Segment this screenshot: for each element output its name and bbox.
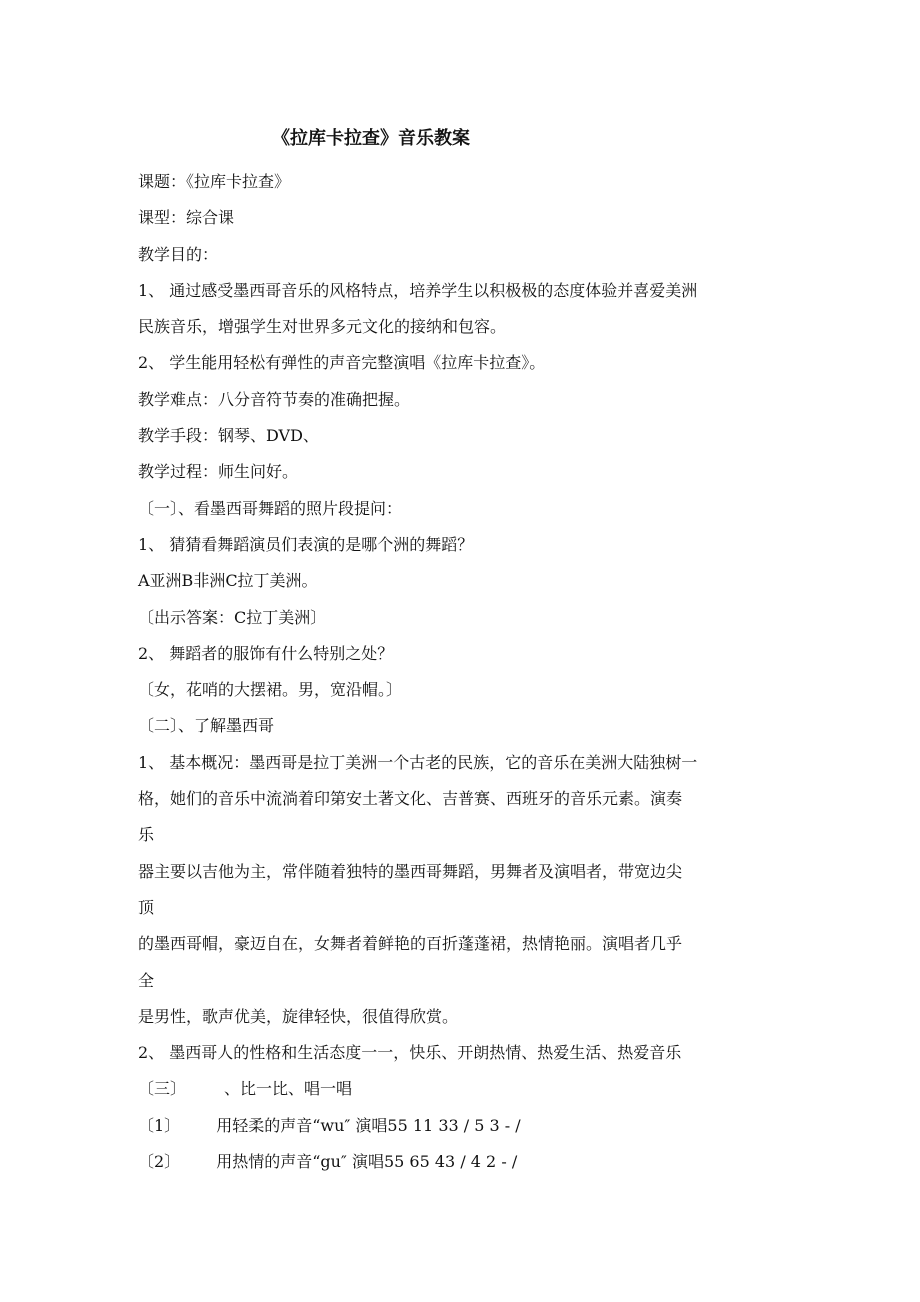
text-line: 〔出示答案：C拉丁美洲〕 — [138, 607, 327, 627]
text-line: 是男性，歌声优美，旋律轻快，很值得欣赏。 — [138, 1006, 459, 1026]
practice-item-2 — [138, 1144, 798, 1180]
text-line: 乐 — [138, 825, 155, 845]
item-label: 〔1〕 — [138, 1115, 181, 1135]
text-line: 教学过程：师生问好。 — [138, 462, 299, 482]
text-line: 器主要以吉他为主，常伴随着独特的墨西哥舞蹈，男舞者及演唱者，带宽边尖 — [138, 861, 683, 881]
item-text: 用轻柔的声音“wu″ 演唱55 11 33 / 5 3 - / — [216, 1115, 521, 1135]
text-line: 1、 基本概况：墨西哥是拉丁美洲一个古老的民族，它的音乐在美洲大陆独树一 — [138, 752, 698, 772]
text-line: 教学目的： — [138, 244, 219, 264]
section-text: 、比一比、唱一唱 — [224, 1079, 353, 1099]
text-line: 2、 学生能用轻松有弹性的声音完整演唱《拉库卡拉查》。 — [138, 353, 546, 373]
section-heading-3 — [138, 1071, 798, 1107]
section-label: 〔三〕 — [138, 1079, 187, 1099]
text-line: 2、 舞蹈者的服饰有什么特别之处？ — [138, 643, 394, 663]
document-body — [138, 164, 798, 1180]
text-line: 2、 墨西哥人的性格和生活态度一一，快乐、开朗热情、热爱生活、热爱音乐 — [138, 1043, 682, 1063]
document-title: 《拉库卡拉查》音乐教案 — [272, 128, 470, 149]
text-line: 课型：综合课 — [138, 208, 235, 228]
item-text: 用热情的声音“gu″ 演唱55 65 43 / 4 2 - / — [216, 1152, 518, 1172]
text-line: 教学难点：八分音符节奏的准确把握。 — [138, 389, 411, 409]
section-heading: 〔一〕、看墨西哥舞蹈的照片段提问： — [138, 498, 403, 518]
text-line: 全 — [138, 970, 155, 990]
text-line: 〔女，花哨的大摆裙。男，宽沿帽。〕 — [138, 680, 403, 700]
text-line: 课题：《拉库卡拉查》 — [138, 172, 291, 191]
text-line: 格，她们的音乐中流淌着印第安土著文化、吉普赛、西班牙的音乐元素。演奏 — [138, 789, 683, 809]
text-line: 1、 通过感受墨西哥音乐的风格特点，培养学生以积极极的态度体验并喜爱美洲 — [138, 280, 698, 300]
text-line: 1、 猜猜看舞蹈演员们表演的是哪个洲的舞蹈？ — [138, 534, 474, 554]
text-line: 民族音乐，增强学生对世界多元文化的接纳和包容。 — [138, 317, 507, 337]
practice-item-1 — [138, 1108, 798, 1144]
section-heading: 〔二〕、了解墨西哥 — [138, 716, 275, 736]
text-line: A亚洲B非洲C拉丁美洲。 — [138, 571, 318, 591]
item-label: 〔2〕 — [138, 1152, 181, 1172]
text-line: 顶 — [138, 897, 155, 917]
text-line: 的墨西哥帽，豪迈自在，女舞者着鲜艳的百折蓬蓬裙，热情艳丽。演唱者几乎 — [138, 934, 683, 954]
text-line: 教学手段：钢琴、DVD、 — [138, 426, 319, 446]
